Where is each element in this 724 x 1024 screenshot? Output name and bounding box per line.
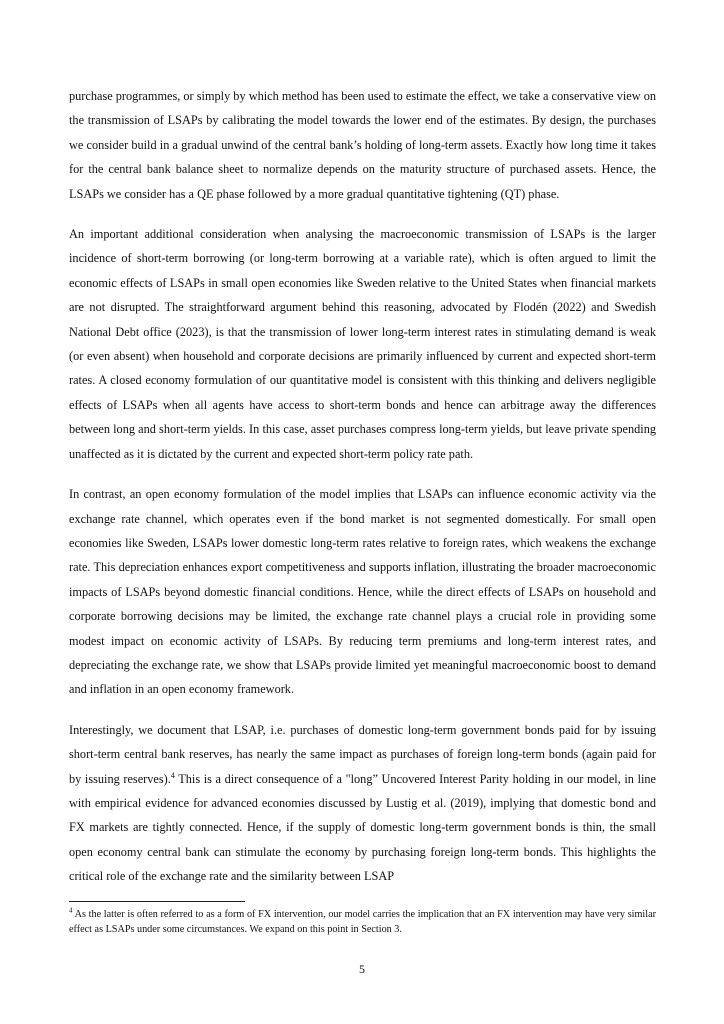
paragraph-2: An important additional consideration when analysing the macroeconomic transmission of LSAPs is the larger incidence of short-term borrowing (or long-term borrowing at a variable rate), which is often argued to limit the economic effects of LSAPs in small open economies like Sweden relative to the United States when financial markets are not disrupted. The straightforward argument behind this reasoning, advocated by Flodén (2022) and Swedish National Debt office (2023), is that the transmission of lower long-term interest rates in stimulating demand is weak (or even absent) when household and corporate decisions are primarily influenced by current and expected short-term rates. A closed economy formulation of our quantitative model is consistent with this thinking and delivers negligible effects of LSAPs when all agents have access to short-term bonds and hence can arbitrage away the differences between long and short-term yields. In this case, asset purchases compress long-term yields, but leave private spending unaffected as it is dictated by the current and expected short-term policy rate path. xyxy=(69,227,656,461)
footnote-divider xyxy=(69,901,245,902)
paragraph-4-text-before: Interestingly, we document that LSAP, i.e. purchases of domestic long-term government bonds paid for by issuing short-term central bank reserves, has nearly the same impact as purchases of foreign long-term bonds (again paid for by issuing reserves). xyxy=(69,722,656,786)
body-text xyxy=(69,84,656,905)
page-number: 5 xyxy=(359,962,365,976)
footnote-marker: 4 xyxy=(69,906,73,915)
paragraph-1: purchase programmes, or simply by which method has been used to estimate the effect, we take a conservative view on the transmission of LSAPs by calibrating the model towards the lower end of the estimates. By design, the purchases we consider build in a gradual unwind of the central bank’s holding of long-term assets. Exactly how long time it takes for the central bank balance sheet to normalize depends on the maturity structure of purchased assets. Hence, the LSAPs we consider has a QE phase followed by a more gradual quantitative tightening (QT) phase. xyxy=(69,89,656,201)
footnote-text: As the latter is often referred to as a form of FX intervention, our model carries the implication that an FX intervention may have very similar effect as LSAPs under some circumstances. We expand on this point in Section 3. xyxy=(69,909,656,935)
paragraph-4 xyxy=(69,718,656,889)
footnote xyxy=(69,907,656,937)
footnote-reference: 4 xyxy=(170,770,175,780)
paragraph-4-text-after: This is a direct consequence of a "long” Uncovered Interest Parity holding in our model, in line with empirical evidence for advanced economies discussed by Lustig et al. (2019), implying that domestic bond and FX markets are tightly connected. Hence, if the supply of domestic long-term government bonds is thin, the small open economy central bank can stimulate the economy by purchasing foreign long-term bonds. This highlights the critical role of the exchange rate and the similarity between LSAP xyxy=(69,771,657,884)
paragraph-3: In contrast, an open economy formulation of the model implies that LSAPs can influence economic activity via the exchange rate channel, which operates even if the bond market is not segmented domestically. For small open economies like Sweden, LSAPs lower domestic long-term rates relative to foreign rates, which weakens the exchange rate. This depreciation enhances export competitiveness and supports inflation, illustrating the broader macroeconomic impacts of LSAPs beyond domestic financial conditions. Hence, while the direct effects of LSAPs on household and corporate borrowing decisions may be limited, the exchange rate channel plays a crucial role in providing some modest impact on economic activity of LSAPs. By reducing term premiums and long-term interest rates, and depreciating the exchange rate, we show that LSAPs provide limited yet meaningful macroeconomic boost to demand and inflation in an open economy framework. xyxy=(69,487,656,697)
